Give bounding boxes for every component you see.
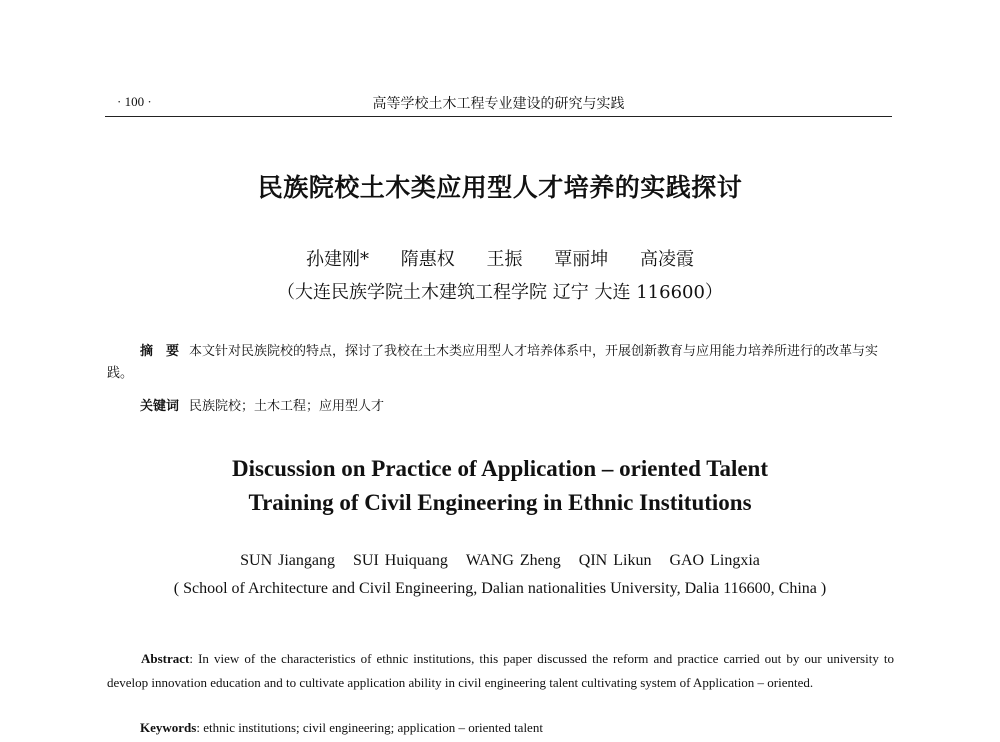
page-number: · 100 · xyxy=(117,94,152,109)
chinese-authors xyxy=(0,245,1000,271)
english-abstract-colon: : xyxy=(189,651,199,666)
chinese-author: 高凌霞 xyxy=(639,249,694,270)
chinese-author: 王振 xyxy=(486,249,523,270)
english-keywords-text: ethnic institutions; civil engineering; application – oriented talent xyxy=(203,720,543,735)
chinese-affiliation: （大连民族学院土木建筑工程学院 辽宁 大连 116600） xyxy=(277,282,723,303)
english-title xyxy=(0,452,1000,520)
chinese-keywords-text: 民族院校；土木工程；应用型人才 xyxy=(189,399,385,414)
english-author: WANG Zheng xyxy=(465,552,561,569)
english-author: QIN Likun xyxy=(578,552,652,569)
english-abstract xyxy=(107,647,894,695)
english-keywords-colon: : xyxy=(196,720,204,735)
running-header xyxy=(105,88,892,117)
english-author: SUN Jiangang xyxy=(240,552,336,569)
chinese-keywords xyxy=(140,395,384,414)
journal-title: 高等学校土木工程专业建设的研究与实践 xyxy=(372,96,625,112)
chinese-abstract xyxy=(107,341,894,385)
chinese-author: 覃丽坤 xyxy=(554,249,609,270)
chinese-title: 民族院校土木类应用型人才培养的实践探讨 xyxy=(257,173,743,202)
chinese-abstract-label: 摘 要 xyxy=(140,344,180,359)
english-abstract-text: In view of the characteristics of ethnic institutions, this paper discussed the reform and practice carried out by our university to develop innovation education and to cultivate application ability in civil engineering talent cultivating system of Application – oriented. xyxy=(107,651,894,690)
chinese-abstract-text: 本文针对民族院校的特点，探讨了我校在土木类应用型人才培养体系中，开展创新教育与应用能力培养所进行的改革与实践。 xyxy=(107,344,879,381)
english-title-line-2: Training of Civil Engineering in Ethnic Institutions xyxy=(248,490,752,515)
chinese-author: 孙建刚* xyxy=(306,249,370,270)
english-abstract-label: Abstract xyxy=(141,651,190,666)
english-author: SUI Huiquang xyxy=(353,552,448,569)
chinese-keywords-label: 关键词 xyxy=(140,399,180,414)
english-authors xyxy=(0,552,1000,570)
english-affiliation: ( School of Architecture and Civil Engineering, Dalian nationalities University, Dalia 116600, China ) xyxy=(173,580,827,597)
english-title-line-1: Discussion on Practice of Application – oriented Talent xyxy=(231,456,769,481)
english-author: GAO Lingxia xyxy=(669,552,760,569)
chinese-author: 隋惠权 xyxy=(400,249,455,270)
english-keywords xyxy=(140,720,543,736)
english-keywords-label: Keywords xyxy=(140,720,197,735)
